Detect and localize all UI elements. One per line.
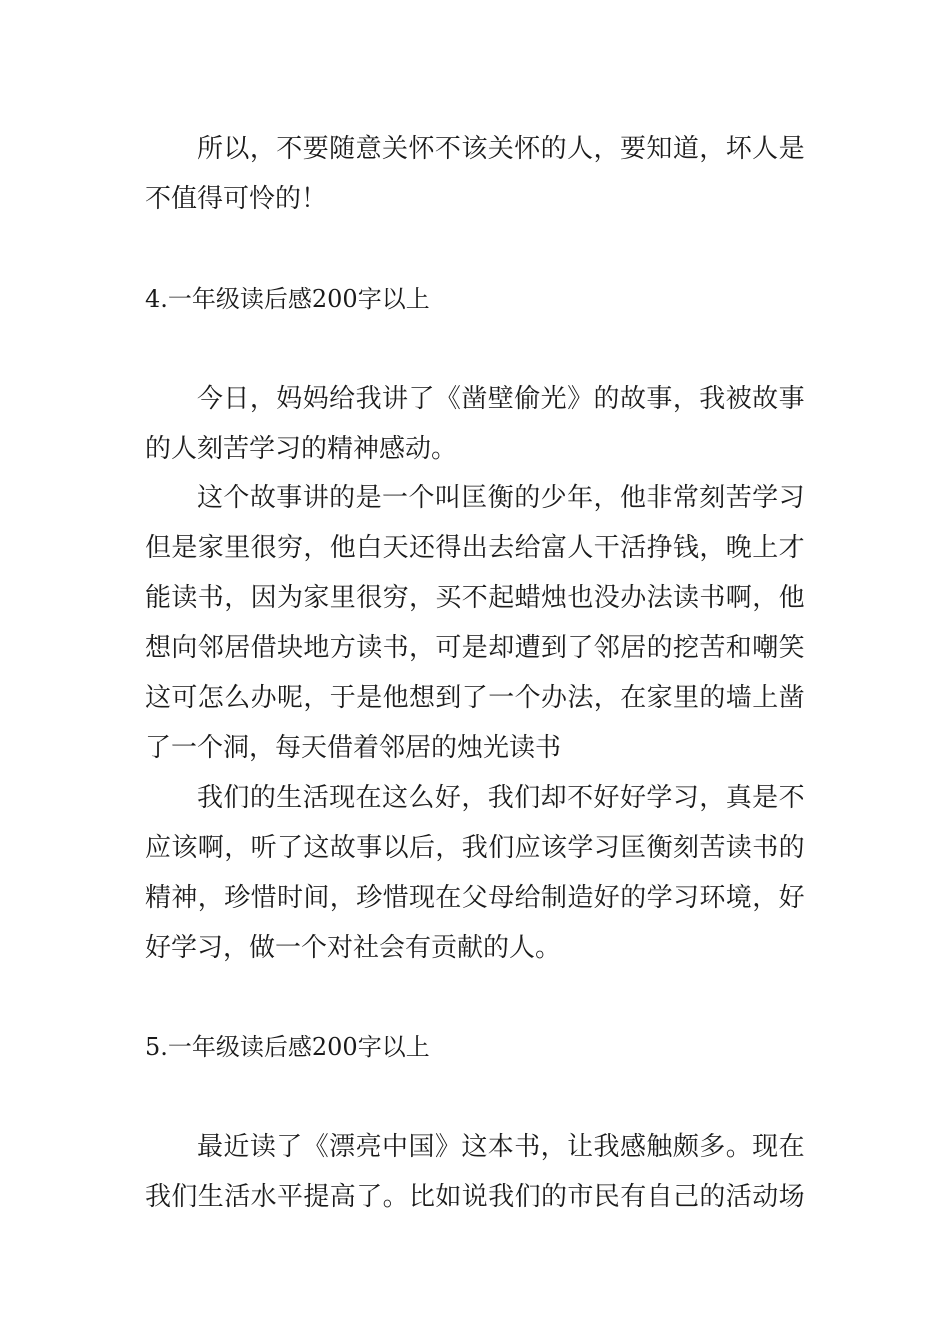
paragraph-line: 能读书，因为家里很穷，买不起蜡烛也没办法读书啊，他 <box>145 583 806 613</box>
paragraph-line: 我们生活水平提高了。比如说我们的市民有自己的活动场 <box>145 1182 806 1212</box>
paragraph-line: 精神，珍惜时间，珍惜现在父母给制造好的学习环境，好 <box>145 883 806 913</box>
paragraph-line: 应该啊，听了这故事以后，我们应该学习匡衡刻苦读书的 <box>145 833 806 863</box>
paragraph-line: 我们的生活现在这么好，我们却不好好学习，真是不 <box>197 783 806 813</box>
paragraph-line: 这个故事讲的是一个叫匡衡的少年，他非常刻苦学习 <box>197 483 806 513</box>
paragraph-line: 不值得可怜的！ <box>145 184 328 214</box>
paragraph-line: 想向邻居借块地方读书，可是却遭到了邻居的挖苦和嘲笑 <box>145 633 806 663</box>
paragraph-line: 最近读了《漂亮中国》这本书，让我感触颇多。现在 <box>197 1132 806 1162</box>
section-heading: 4.一年级读后感200字以上 <box>145 285 430 313</box>
paragraph-line: 好学习，做一个对社会有贡献的人。 <box>145 933 562 963</box>
paragraph-line: 的人刻苦学习的精神感动。 <box>145 434 458 464</box>
paragraph-line: 这可怎么办呢，于是他想到了一个办法，在家里的墙上凿 <box>145 683 806 713</box>
paragraph-line: 但是家里很穷，他白天还得出去给富人干活挣钱，晚上才 <box>145 533 806 563</box>
paragraph-line: 今日，妈妈给我讲了《凿壁偷光》的故事，我被故事 <box>197 384 806 414</box>
section-heading: 5.一年级读后感200字以上 <box>145 1033 430 1061</box>
paragraph-line: 了一个洞，每天借着邻居的烛光读书 <box>145 733 562 763</box>
paragraph-line: 所以，不要随意关怀不该关怀的人，要知道，坏人是 <box>197 134 806 164</box>
